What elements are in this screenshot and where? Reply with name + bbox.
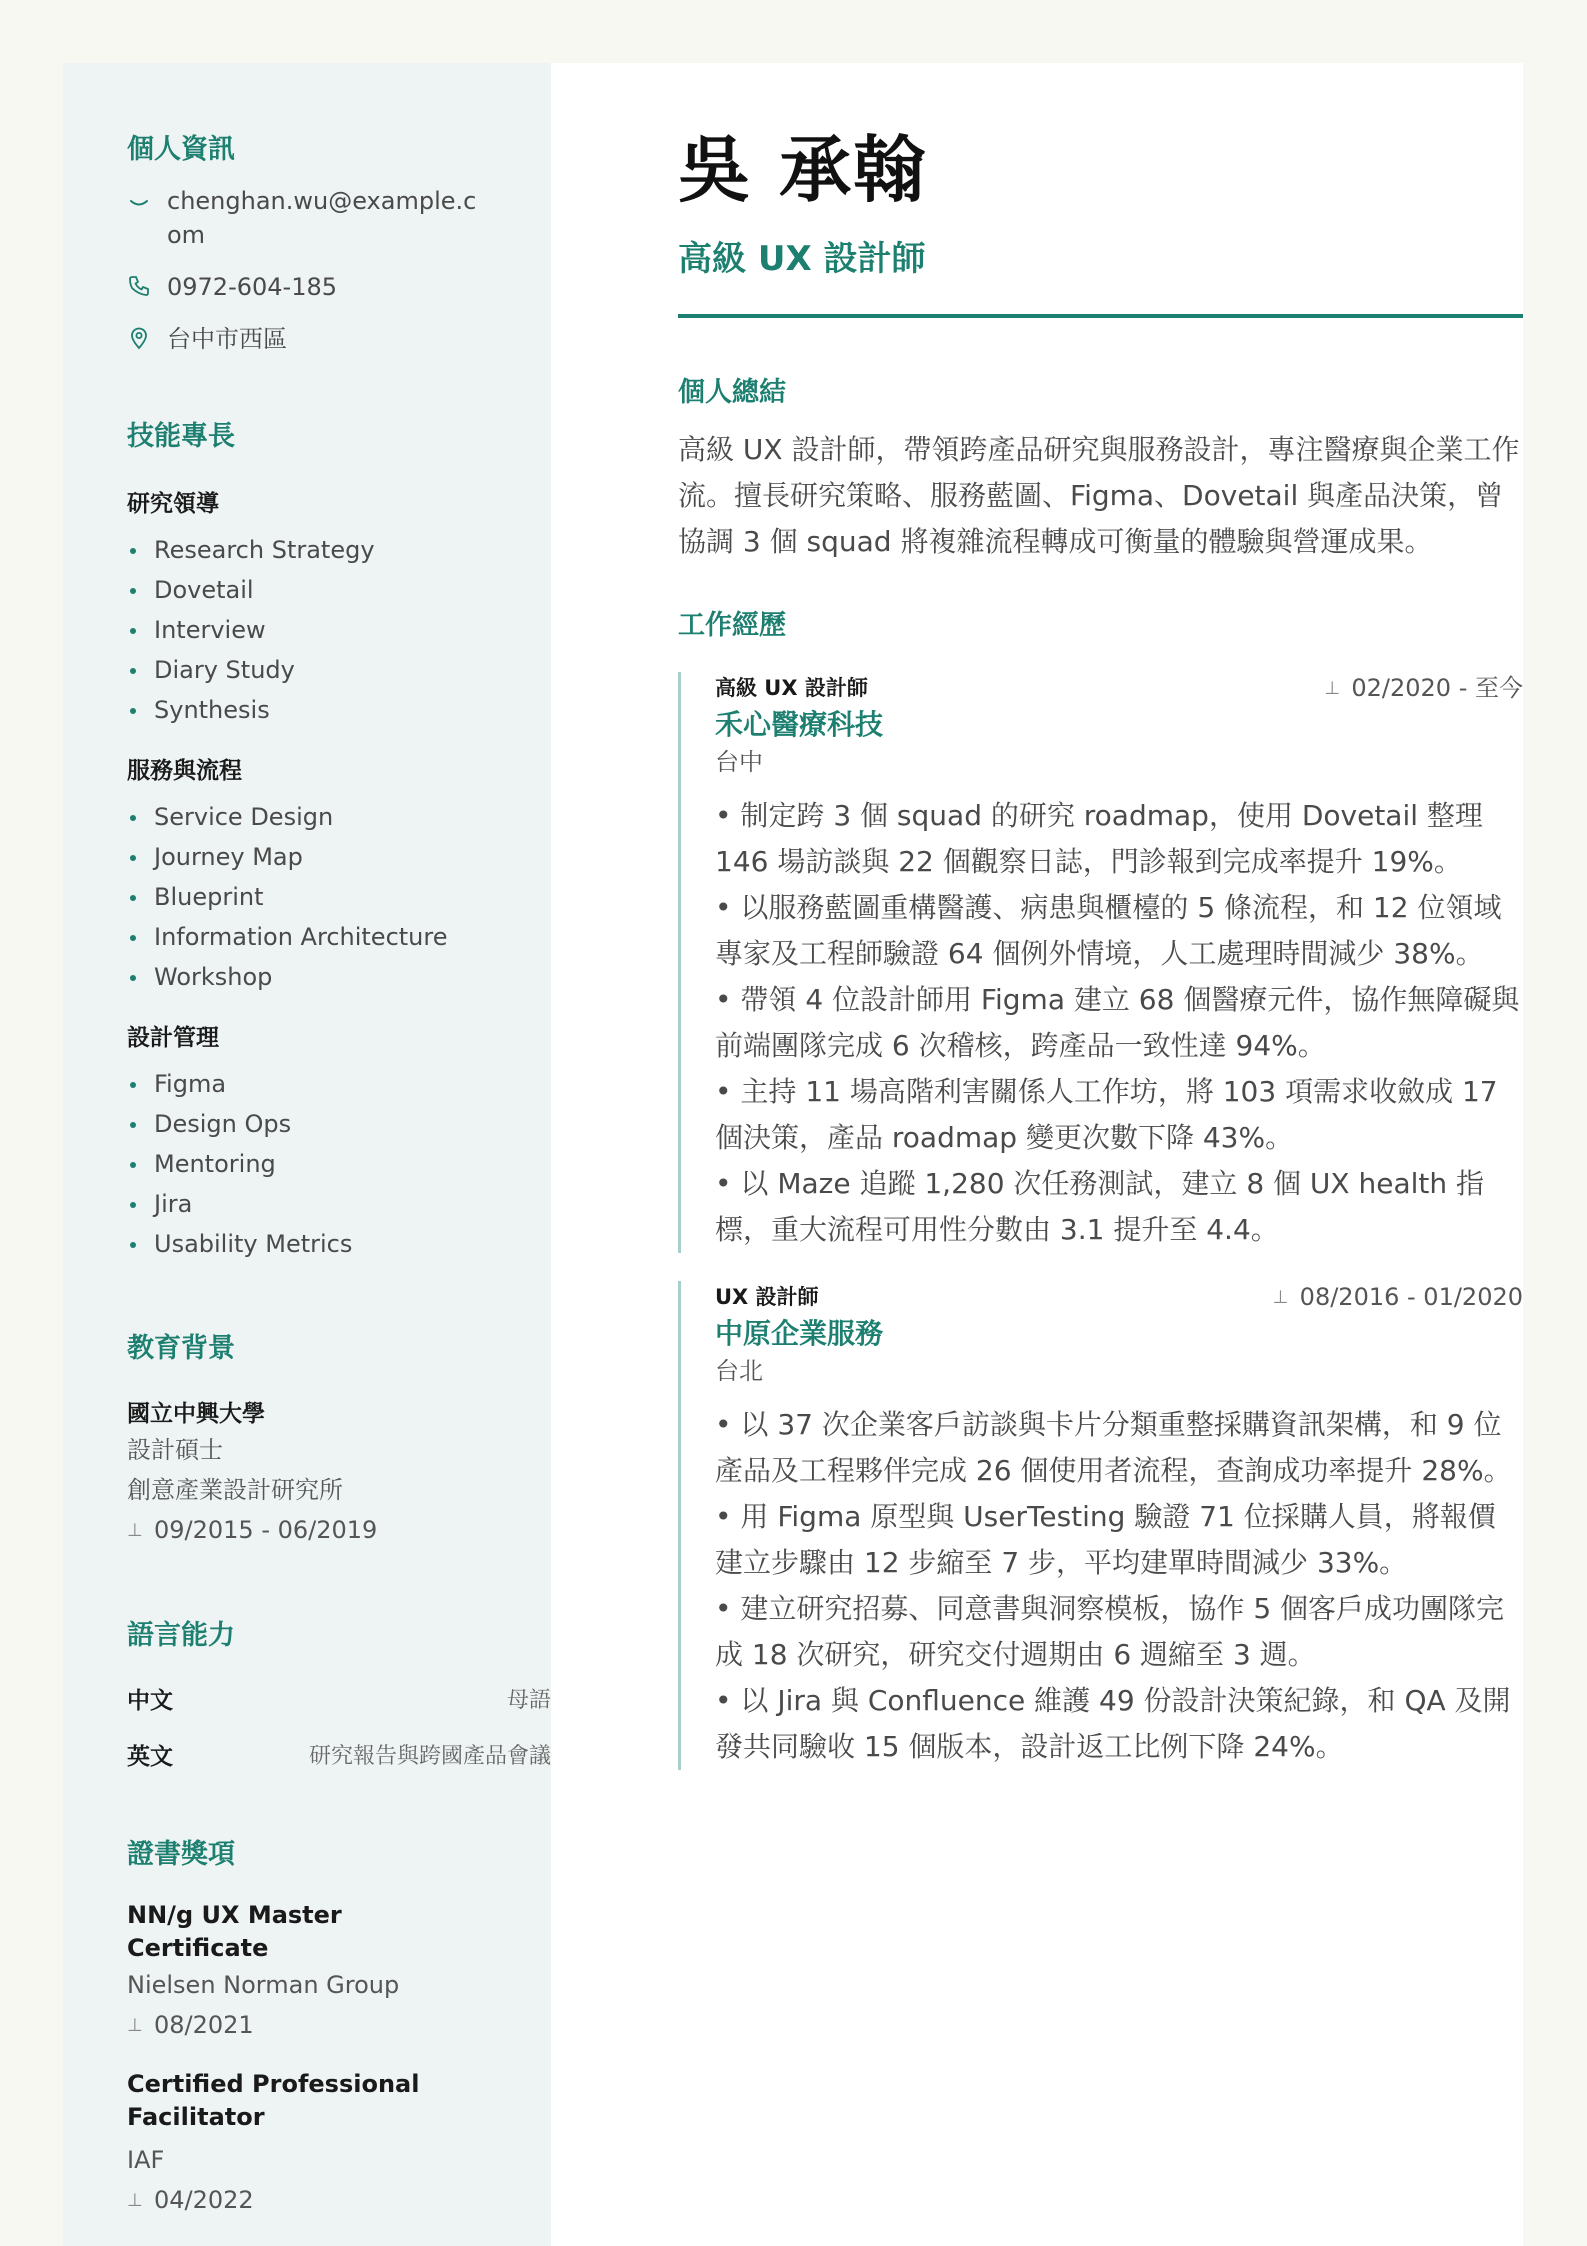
calendar-icon: ⊥ [1272,1287,1289,1309]
skill-item: Journey Map [127,837,487,877]
calendar-icon: ⊥ [127,1520,143,1541]
education-degree: 設計碩士 [127,1436,223,1464]
job-bullets [715,793,1523,1253]
phone-text: 0972-604-185 [167,273,338,301]
skill-list [127,797,487,997]
contact-section-title: 個人資訊 [127,134,235,165]
job-bullet: • 制定跨 3 個 squad 的研究 roadmap，使用 Dovetail 整理 146 場訪談與 22 個觀察日誌，門診報到完成率提升 19%。 [715,799,1483,879]
job-entry [678,672,1523,1253]
resume-page [63,63,1523,2246]
skill-list [127,530,487,730]
job-title: UX 設計師 [715,1285,819,1310]
job-bullet: • 主持 11 場高階利害關係人工作坊，將 103 項需求收斂成 17 個決策，產品 roadmap 變更次數下降 43%。 [715,1075,1498,1155]
job-bullet: • 建立研究招募、同意書與洞察模板，協作 5 個客戶成功團隊完成 18 次研究，研究交付週期由 6 週縮至 3 週。 [715,1592,1505,1672]
job-bullet: • 以 Maze 追蹤 1,280 次任務測試，建立 8 個 UX health 指標，重大流程可用性分數由 3.1 提升至 4.4。 [715,1167,1485,1247]
contact-email[interactable] [127,184,487,252]
skill-group-title: 研究領導 [127,491,219,517]
email-text: chenghan.wu@example.com [167,187,477,249]
job-bullet: • 用 Figma 原型與 UserTesting 驗證 71 位採購人員，將報價建立步驟由 12 步縮至 7 步，平均建單時間減少 33%。 [715,1500,1496,1580]
summary-section-title: 個人總結 [678,377,786,409]
job-bullet: • 帶領 4 位設計師用 Figma 建立 68 個醫療元件，協作無障礙與前端團隊完成 6 次稽核，跨產品一致性達 94%。 [715,983,1520,1063]
skills-section-title: 技能專長 [127,421,235,452]
skill-group-title: 設計管理 [127,1025,219,1051]
skill-item: Blueprint [127,877,487,917]
skill-item: Workshop [127,957,487,997]
job-dates: 08/2016 - 01/2020 [1299,1283,1523,1312]
job-location: 台中 [715,748,763,777]
job-entry [678,1281,1523,1770]
job-company: 中原企業服務 [715,1317,884,1351]
language-row [127,1670,551,1726]
phone-icon [127,270,167,302]
skill-group-title: 服務與流程 [127,758,242,784]
calendar-icon: ⊥ [127,2015,143,2036]
skill-item: Dovetail [127,570,487,610]
language-name: 中文 [127,1687,173,1714]
language-name: 英文 [127,1743,173,1770]
sidebar [63,63,551,2246]
job-dates: 02/2020 - 至今 [1351,674,1523,703]
job-bullet: • 以 37 次企業客戶訪談與卡片分類重整採購資訊架構，和 9 位產品及工程夥伴完成 26 個使用者流程，查詢成功率提升 28%。 [715,1408,1512,1488]
cert-date: 04/2022 [154,2186,254,2214]
contact-location [127,322,487,356]
language-level: 母語 [506,1687,551,1713]
education-entry [127,1395,487,1551]
header-divider [678,314,1523,318]
skill-item: Design Ops [127,1104,487,1144]
skill-group [127,752,487,997]
cert-date: 08/2021 [154,2011,254,2039]
contact-phone[interactable] [127,270,487,304]
job-title: 高級 UX 設計師 [715,676,868,701]
skill-item: Research Strategy [127,530,487,570]
job-bullet: • 以服務藍圖重構醫護、病患與櫃檯的 5 條流程，和 12 位領域專家及工程師驗證 64 個例外情境，人工處理時間減少 38%。 [715,891,1502,971]
skill-item: Usability Metrics [127,1224,487,1264]
languages-section-title: 語言能力 [127,1620,235,1651]
skill-item: Service Design [127,797,487,837]
skill-item: Information Architecture [127,917,487,957]
cert-entry [127,2068,487,2221]
skill-item: Interview [127,610,487,650]
job-role: 高級 UX 設計師 [678,239,926,280]
education-school: 國立中興大學 [127,1401,265,1427]
calendar-icon: ⊥ [1324,678,1341,700]
skill-item: Mentoring [127,1144,487,1184]
experience-section-title: 工作經歷 [678,610,786,642]
mail-icon [127,184,167,216]
education-dates: 09/2015 - 06/2019 [154,1516,378,1544]
location-pin-icon [127,322,167,354]
skill-group [127,485,487,730]
skill-list [127,1064,487,1264]
calendar-icon: ⊥ [127,2190,143,2211]
job-bullet: • 以 Jira 與 Confluence 維護 49 份設計決策紀錄，和 QA 及開發共同驗收 15 個版本，設計返工比例下降 24%。 [715,1684,1511,1764]
language-row [127,1726,551,1782]
summary-text: 高級 UX 設計師，帶領跨產品研究與服務設計，專注醫療與企業工作流。擅長研究策略、服務藍圖、Figma、Dovetail 與產品決策，曾協調 3 個 squad 將複雜流程轉成可衡量的體驗與營運成果。 [678,433,1520,559]
cert-entry [127,1899,487,2046]
person-name: 吳 承翰 [678,128,928,212]
skill-item: Jira [127,1184,487,1224]
skill-item: Figma [127,1064,487,1104]
skill-item: Diary Study [127,650,487,690]
education-section-title: 教育背景 [127,1333,235,1364]
job-location: 台北 [715,1357,763,1386]
cert-title: NN/g UX Master Certificate [127,1901,342,1962]
skill-item: Synthesis [127,690,487,730]
certs-section-title: 證書獎項 [127,1839,235,1870]
language-list [127,1670,551,1782]
location-text: 台中市西區 [167,325,287,353]
skill-group [127,1019,487,1264]
education-department: 創意產業設計研究所 [127,1476,343,1504]
cert-issuer: Nielsen Norman Group [127,1971,400,1999]
job-company: 禾心醫療科技 [715,708,884,742]
language-level: 研究報告與跨國產品會議 [308,1743,551,1769]
job-bullets [715,1402,1523,1770]
cert-issuer: IAF [127,2146,165,2174]
main-content [551,63,1523,2246]
cert-title: Certified Professional Facilitator [127,2070,420,2131]
